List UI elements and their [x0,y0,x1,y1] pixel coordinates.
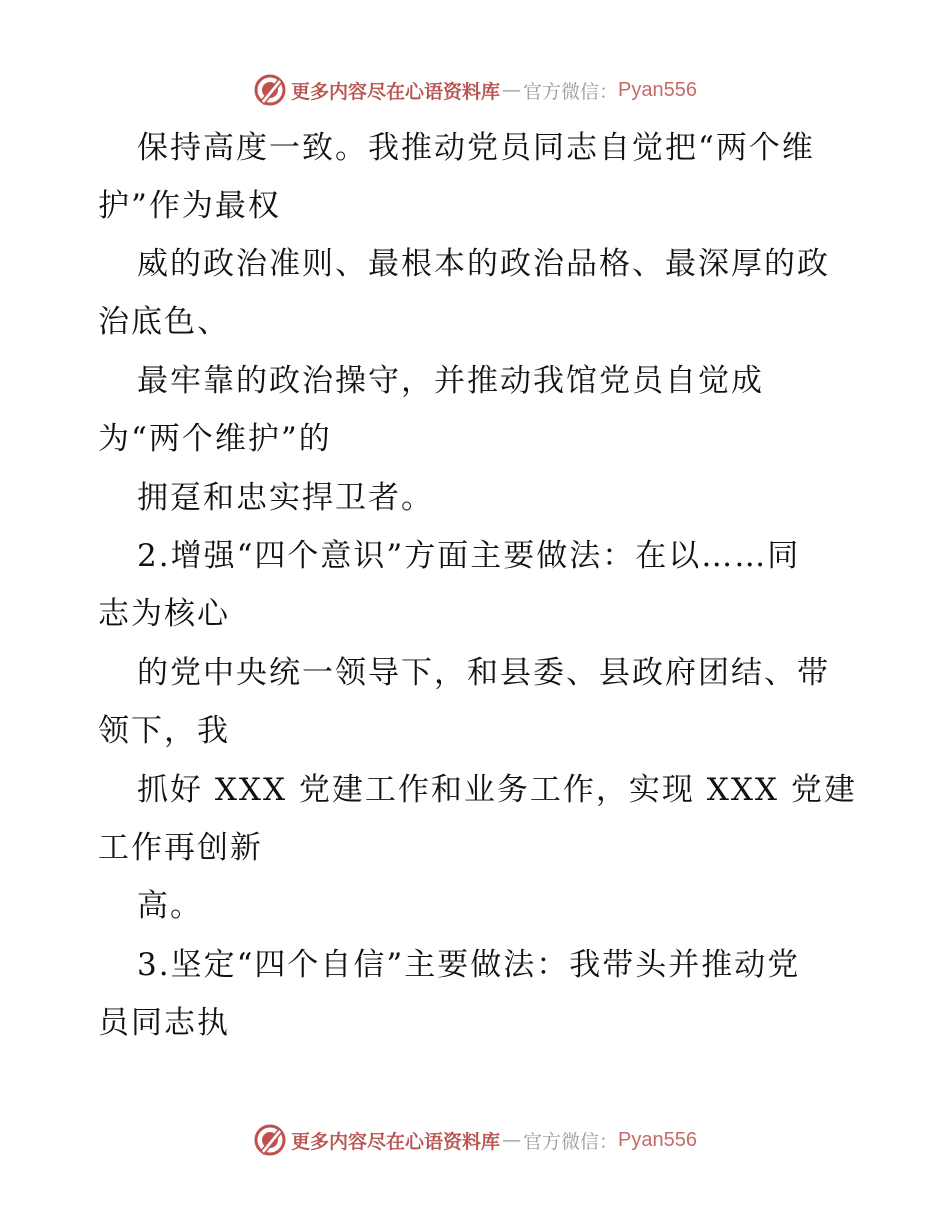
banner-dash: — [502,79,522,101]
pen-logo-icon [253,1123,287,1157]
text-line: 志为核心 [98,596,230,632]
banner-wechat-id: Pyan556 [618,78,697,101]
text-line: 威的政治准则、最根本的政治品格、最深厚的政 [137,246,830,282]
text-line: 拥趸和忠实捍卫者。 [137,480,434,516]
text-line: 2.增强“四个意识”方面主要做法：在以……同 [137,538,801,574]
banner-title: 更多内容尽在心语资料库 [291,80,501,103]
text-line: 工作再创新 [98,830,263,866]
text-line: 保持高度一致。我推动党员同志自觉把“两个维 [137,130,815,166]
text-line: 领下，我 [98,713,230,749]
text-line: 员同志执 [98,1005,230,1041]
banner-wechat-label: 官方微信： [523,1130,619,1153]
banner-wechat-id: Pyan556 [618,1128,697,1151]
text-line: 最牢靠的政治操守，并推动我馆党员自觉成 [137,363,764,399]
header-banner [0,70,950,110]
pen-logo-icon [253,73,287,107]
text-line: 治底色、 [98,304,230,340]
text-line: 护”作为最权 [98,188,281,224]
text-line: 的党中央统一领导下，和县委、县政府团结、带 [137,655,830,691]
banner-title: 更多内容尽在心语资料库 [291,1130,501,1153]
text-line: 抓好 XXX 党建工作和业务工作，实现 XXX 党建 [137,772,857,808]
text-line: 3.坚定“四个自信”主要做法：我带头并推动党 [137,947,801,983]
text-line: 为“两个维护”的 [98,421,332,457]
banner-wechat-label: 官方微信： [523,80,619,103]
banner-dash: — [502,1129,522,1151]
footer-banner [0,1120,950,1160]
text-line: 高。 [137,888,203,924]
